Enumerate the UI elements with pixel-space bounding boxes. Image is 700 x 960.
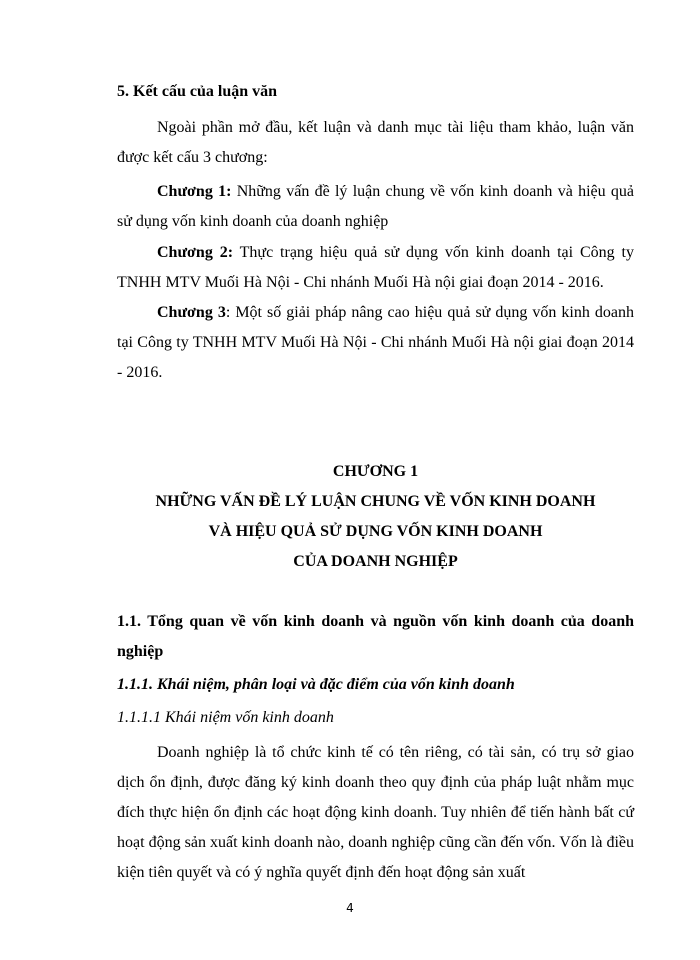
chapter3-summary <box>117 298 634 388</box>
intro-paragraph: Ngoài phần mở đầu, kết luận và danh mục tài liệu tham khảo, luận văn được kết cấu 3 chương: <box>117 119 634 166</box>
chapter1-summary <box>117 177 634 237</box>
chapter2-text: Thực trạng hiệu quả sử dụng vốn kinh doanh tại Công ty TNHH MTV Muối Hà Nội - Chi nhánh Muối Hà nội giai đoạn 2014 - 2016. <box>117 244 634 291</box>
chapter-number: CHƯƠNG 1 <box>332 463 419 480</box>
section-1-1-heading: 1.1. Tổng quan về vốn kinh doanh và nguồn vốn kinh doanh của doanh nghiệp <box>117 613 634 660</box>
section-1-1-1-1-heading: 1.1.1.1 Khái niệm vốn kinh doanh <box>117 709 334 726</box>
chapter2-label: Chương 2: <box>157 244 234 261</box>
chapter-title-line2: VÀ HIỆU QUẢ SỬ DỤNG VỐN KINH DOANH <box>208 523 543 540</box>
chapter3-label: Chương 3 <box>157 304 226 321</box>
section-heading-structure: 5. Kết cấu của luận văn <box>117 83 278 100</box>
chapter-title-line1: NHỮNG VẤN ĐỀ LÝ LUẬN CHUNG VỀ VỐN KINH DOANH <box>155 493 596 510</box>
chapter3-text: : Một số giải pháp nâng cao hiệu quả sử dụng vốn kinh doanh tại Công ty TNHH MTV Muối Hà Nội - Chi nhánh Muối Hà nội giai đoạn 2014 - 2016. <box>117 304 634 381</box>
chapter-title-line3: CỦA DOANH NGHIỆP <box>293 553 458 570</box>
chapter2-summary <box>117 238 634 298</box>
chapter1-label: Chương 1: <box>157 183 232 200</box>
body-paragraph: Doanh nghiệp là tổ chức kinh tế có tên riêng, có tài sản, có trụ sở giao dịch ổn định, được đăng ký kinh doanh theo quy định của pháp luật nhằm mục đích thực hiện ổn định các hoạt động kinh doanh. Tuy nhiên để tiến hành bất cứ hoạt động sản xuất kinh doanh nào, doanh nghiệp cũng cần đến vốn. Vốn là điều kiện tiên quyết và có ý nghĩa quyết định đến hoạt động sản xuất <box>117 744 634 881</box>
section-1-1-1-heading: 1.1.1. Khái niệm, phân loại và đặc điểm của vốn kinh doanh <box>117 676 515 693</box>
page-number: 4 <box>346 901 354 915</box>
chapter1-text: Những vấn đề lý luận chung về vốn kinh doanh và hiệu quả sử dụng vốn kinh doanh của doanh nghiệp <box>117 183 634 230</box>
